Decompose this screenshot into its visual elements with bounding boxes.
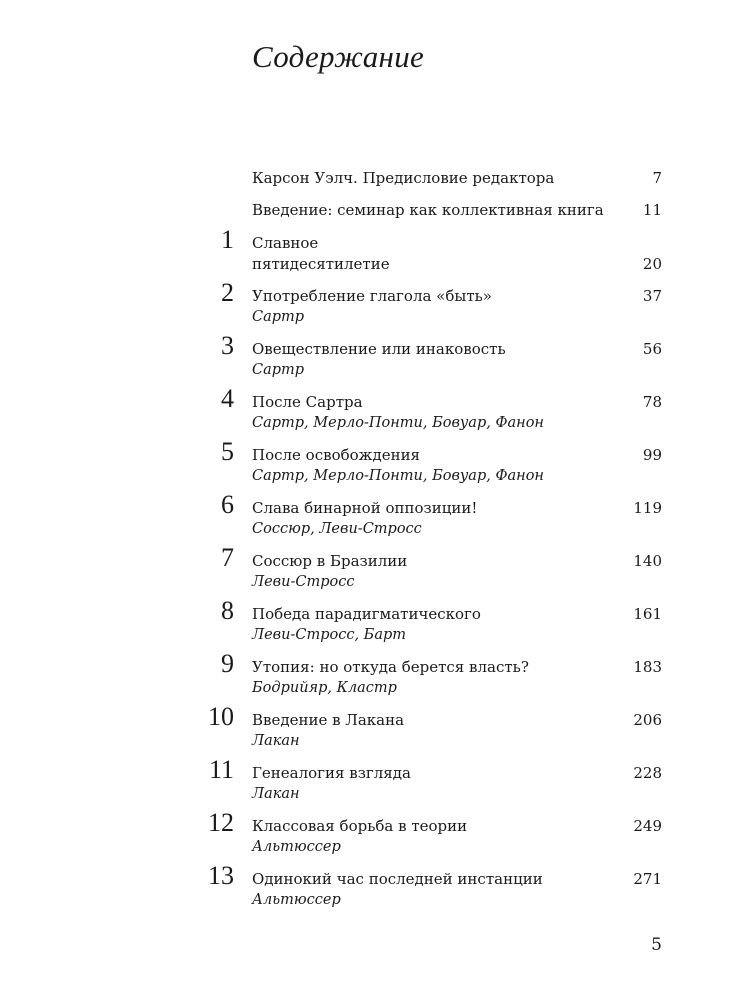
- chapter-number: 9: [221, 649, 234, 678]
- chapter-number: 2: [221, 278, 234, 307]
- chapter-number: 1: [221, 225, 234, 254]
- entry-author: Сартр: [252, 362, 305, 378]
- entry-title: Введение: семинар как коллективная книга: [252, 201, 604, 219]
- page-number: 271: [633, 870, 662, 888]
- chapter-number: 10: [208, 702, 234, 731]
- entry-title: После Сартра: [252, 393, 363, 411]
- chapter-number: 13: [208, 861, 234, 890]
- entry-author: Леви-Стросс, Барт: [252, 627, 407, 643]
- chapter-number: 8: [221, 596, 234, 625]
- entry-author: Бодрийяр, Кластр: [252, 680, 397, 696]
- chapter-number: 7: [221, 543, 234, 572]
- entry-author: Лакан: [252, 786, 300, 802]
- entry-author: Сартр: [252, 309, 305, 325]
- chapter-number: 11: [208, 755, 234, 784]
- entry-title: Употребление глагола «быть»: [252, 287, 492, 305]
- page-number: 228: [633, 764, 662, 782]
- entry-author: Сартр, Мерло-Понти, Бовуар, Фанон: [252, 415, 544, 431]
- page-number: 161: [633, 605, 662, 623]
- page-number: 140: [633, 552, 662, 570]
- page-title: Содержание: [252, 39, 425, 74]
- page-number: 99: [642, 446, 662, 464]
- entry-title: Введение в Лакана: [252, 711, 405, 729]
- entry-title: Классовая борьба в теории: [252, 817, 468, 835]
- entry-title: Карсон Уэлч. Предисловие редактора: [252, 169, 555, 187]
- entry-author: Лакан: [252, 733, 300, 749]
- entry-title: Славное: [252, 234, 319, 252]
- entry-title: Овеществление или инаковость: [252, 340, 506, 358]
- entry-title: Генеалогия взгляда: [252, 764, 411, 782]
- chapter-number: 12: [208, 808, 234, 837]
- page-number: 78: [642, 393, 662, 411]
- page-number: 37: [642, 287, 662, 305]
- entry-title: Одинокий час последней инстанции: [252, 870, 543, 888]
- folio-page-number: 5: [651, 935, 662, 955]
- entry-title: После освобождения: [252, 446, 421, 464]
- entry-author: Альтюссер: [252, 839, 341, 855]
- page-number: 119: [633, 499, 662, 517]
- entry-title: Слава бинарной оппозиции!: [252, 499, 478, 517]
- page-number: 183: [633, 658, 662, 676]
- chapter-number: 6: [221, 490, 234, 519]
- entry-title: Победа парадигматического: [252, 605, 481, 623]
- chapter-number: 3: [221, 331, 234, 360]
- entry-author: Соссюр, Леви-Стросс: [252, 521, 422, 537]
- page-number: 7: [652, 169, 662, 187]
- chapter-number: 5: [221, 437, 234, 466]
- page-number: 11: [642, 201, 662, 219]
- entry-title-line2: пятидесятилетие: [252, 255, 390, 273]
- page-number: 206: [633, 711, 662, 729]
- page-number: 249: [633, 817, 662, 835]
- page-number: 56: [642, 340, 662, 358]
- chapter-number: 4: [221, 384, 234, 413]
- entry-title: Соссюр в Бразилии: [252, 552, 408, 570]
- entry-author: Сартр, Мерло-Понти, Бовуар, Фанон: [252, 468, 544, 484]
- entry-author: Альтюссер: [252, 892, 341, 908]
- entry-title: Утопия: но откуда берется власть?: [252, 658, 529, 676]
- page-number: 20: [642, 255, 662, 273]
- entry-author: Леви-Стросс: [252, 574, 355, 590]
